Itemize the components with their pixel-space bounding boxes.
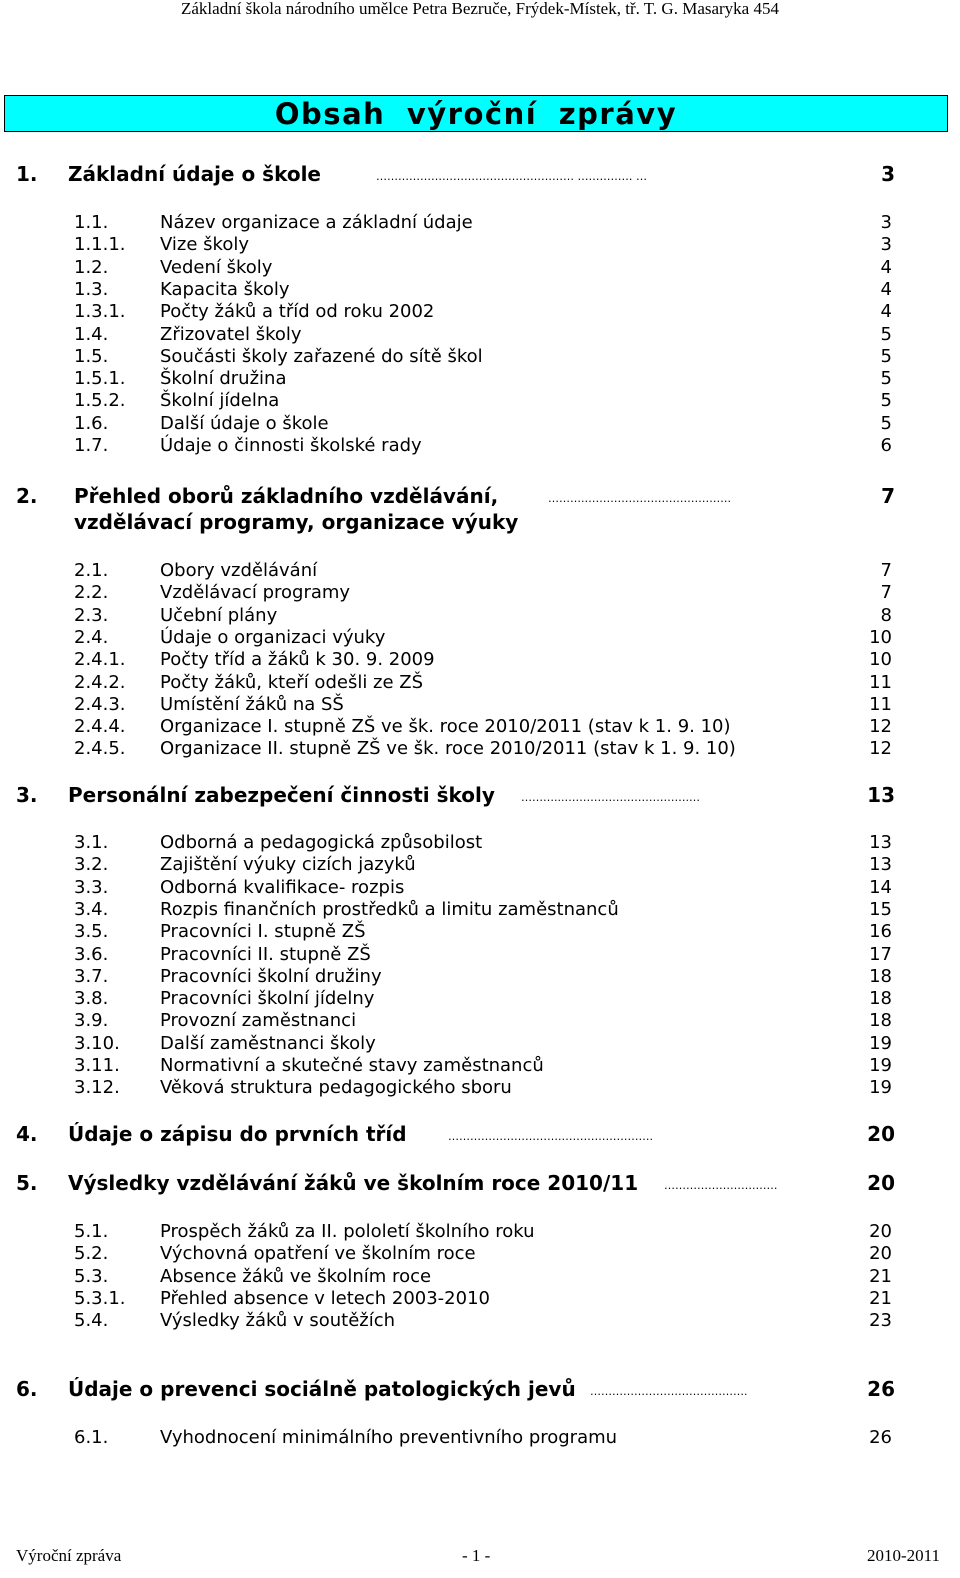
subsection-number: 1.3.: [74, 279, 109, 300]
subsection-page-number: 20: [869, 1221, 892, 1242]
subsection-title: Počty žáků, kteří odešli ze ZŠ: [160, 672, 424, 693]
subsection-title: Odborná kvalifikace- rozpis: [160, 877, 405, 898]
section-leader-dots: ………………………….…………………….: [448, 1130, 653, 1143]
subsection-title: Pracovníci školní družiny: [160, 966, 382, 987]
subsection-page-number: 18: [869, 988, 892, 1009]
subsection-page-number: 18: [869, 1010, 892, 1031]
subsection-number: 2.4.5.: [74, 738, 126, 759]
section-leader-dots: …………………………………….: [590, 1385, 748, 1398]
section-number: 6.: [16, 1377, 38, 1401]
footer-right: 2010-2011: [866, 1546, 940, 1565]
subsection-number: 1.2.: [74, 257, 109, 278]
subsection-number: 2.4.: [74, 627, 109, 648]
subsection-number: 3.2.: [74, 854, 109, 875]
subsection-title: Odborná a pedagogická způsobilost: [160, 832, 483, 853]
subsection-title: Umístění žáků na SŠ: [160, 694, 344, 715]
subsection-title: Pracovníci školní jídelny: [160, 988, 375, 1009]
subsection-number: 6.1.: [74, 1427, 109, 1448]
subsection-number: 5.3.1.: [74, 1288, 126, 1309]
section-title: Údaje o zápisu do prvních tříd: [68, 1122, 407, 1146]
subsection-page-number: 14: [869, 877, 892, 898]
subsection-page-number: 3: [880, 212, 892, 233]
subsection-title: Údaje o organizaci výuky: [160, 627, 386, 648]
section-title-continued: vzdělávací programy, organizace výuky: [74, 510, 519, 534]
subsection-title: Kapacita školy: [160, 279, 290, 300]
subsection-page-number: 4: [880, 257, 892, 278]
subsection-number: 5.3.: [74, 1266, 109, 1287]
subsection-title: Počty tříd a žáků k 30. 9. 2009: [160, 649, 435, 670]
subsection-number: 3.6.: [74, 944, 109, 965]
subsection-page-number: 23: [869, 1310, 892, 1331]
footer-left: Výroční zpráva: [16, 1546, 122, 1565]
subsection-page-number: 18: [869, 966, 892, 987]
subsection-title: Vedení školy: [160, 257, 273, 278]
section-page-number: 13: [867, 783, 895, 807]
subsection-page-number: 5: [880, 324, 892, 345]
subsection-page-number: 4: [880, 279, 892, 300]
subsection-page-number: 12: [869, 716, 892, 737]
subsection-title: Organizace II. stupně ZŠ ve šk. roce 2010/2011 (stav k 1. 9. 10): [160, 738, 736, 759]
subsection-number: 2.2.: [74, 582, 109, 603]
page-header: Základní škola národního umělce Petra Bezruče, Frýdek-Místek, tř. T. G. Masaryka 454: [181, 0, 779, 18]
section-number: 1.: [16, 162, 38, 186]
subsection-title: Další zaměstnanci školy: [160, 1033, 376, 1054]
section-page-number: 26: [867, 1377, 895, 1401]
subsection-page-number: 12: [869, 738, 892, 759]
section-title: Základní údaje o škole: [68, 162, 321, 186]
subsection-number: 3.3.: [74, 877, 109, 898]
subsection-page-number: 19: [869, 1077, 892, 1098]
subsection-number: 1.3.1.: [74, 301, 126, 322]
subsection-title: Provozní zaměstnanci: [160, 1010, 357, 1031]
subsection-number: 1.5.2.: [74, 390, 126, 411]
subsection-title: Organizace I. stupně ZŠ ve šk. roce 2010/2011 (stav k 1. 9. 10): [160, 716, 731, 737]
subsection-page-number: 11: [869, 694, 892, 715]
subsection-number: 1.4.: [74, 324, 109, 345]
subsection-title: Pracovníci I. stupně ZŠ: [160, 921, 366, 942]
subsection-number: 3.9.: [74, 1010, 109, 1031]
subsection-title: Součásti školy zařazené do sítě škol: [160, 346, 483, 367]
subsection-number: 3.5.: [74, 921, 109, 942]
toc-title: Obsah výroční zprávy: [274, 96, 678, 131]
section-number: 3.: [16, 783, 38, 807]
subsection-title: Obory vzdělávání: [160, 560, 318, 581]
subsection-number: 2.1.: [74, 560, 109, 581]
section-page-number: 20: [867, 1122, 895, 1146]
subsection-title: Výchovná opatření ve školním roce: [160, 1243, 476, 1264]
subsection-number: 3.12.: [74, 1077, 120, 1098]
subsection-page-number: 11: [869, 672, 892, 693]
subsection-page-number: 15: [869, 899, 892, 920]
subsection-title: Absence žáků ve školním roce: [160, 1266, 432, 1287]
subsection-number: 2.4.1.: [74, 649, 126, 670]
subsection-title: Školní družina: [160, 368, 287, 389]
subsection-number: 2.4.2.: [74, 672, 126, 693]
subsection-number: 1.5.1.: [74, 368, 126, 389]
subsection-page-number: 7: [880, 582, 892, 603]
subsection-number: 3.8.: [74, 988, 109, 1009]
subsection-title: Věková struktura pedagogického sboru: [160, 1077, 512, 1098]
subsection-number: 1.1.: [74, 212, 109, 233]
subsection-page-number: 5: [880, 390, 892, 411]
section-leader-dots: ……….………………………………….: [548, 492, 731, 505]
subsection-page-number: 26: [869, 1427, 892, 1448]
subsection-page-number: 7: [880, 560, 892, 581]
section-number: 4.: [16, 1122, 38, 1146]
subsection-title: Přehled absence v letech 2003-2010: [160, 1288, 490, 1309]
subsection-page-number: 21: [869, 1266, 892, 1287]
subsection-title: Počty žáků a tříd od roku 2002: [160, 301, 435, 322]
subsection-number: 3.11.: [74, 1055, 120, 1076]
subsection-title: Vzdělávací programy: [160, 582, 351, 603]
subsection-title: Vyhodnocení minimálního preventivního programu: [160, 1427, 618, 1448]
subsection-number: 3.10.: [74, 1033, 120, 1054]
subsection-page-number: 6: [880, 435, 892, 456]
subsection-title: Další údaje o škole: [160, 413, 329, 434]
subsection-number: 5.1.: [74, 1221, 109, 1242]
subsection-page-number: 21: [869, 1288, 892, 1309]
subsection-title: Prospěch žáků za II. pololetí školního roku: [160, 1221, 535, 1242]
subsection-page-number: 4: [880, 301, 892, 322]
subsection-title: Školní jídelna: [160, 390, 280, 411]
subsection-number: 5.4.: [74, 1310, 109, 1331]
section-title: Výsledky vzdělávání žáků ve školním roce 2010/11: [68, 1171, 639, 1195]
subsection-title: Normativní a skutečné stavy zaměstnanců: [160, 1055, 544, 1076]
subsection-number: 2.4.4.: [74, 716, 126, 737]
subsection-title: Vize školy: [160, 234, 249, 255]
subsection-title: Pracovníci II. stupně ZŠ: [160, 944, 371, 965]
footer-page-number: - 1 -: [462, 1546, 491, 1565]
section-number: 5.: [16, 1171, 38, 1195]
subsection-number: 3.7.: [74, 966, 109, 987]
subsection-page-number: 17: [869, 944, 892, 965]
subsection-page-number: 8: [880, 605, 892, 626]
subsection-number: 3.4.: [74, 899, 109, 920]
subsection-page-number: 20: [869, 1243, 892, 1264]
section-title: Údaje o prevenci sociálně patologických jevů: [68, 1377, 576, 1401]
subsection-page-number: 13: [869, 832, 892, 853]
subsection-title: Údaje o činnosti školské rady: [160, 435, 422, 456]
subsection-page-number: 10: [869, 627, 892, 648]
subsection-page-number: 10: [869, 649, 892, 670]
subsection-page-number: 16: [869, 921, 892, 942]
subsection-title: Rozpis finančních prostředků a limitu zaměstnanců: [160, 899, 619, 920]
section-page-number: 7: [881, 484, 895, 508]
section-leader-dots: …………………….……: [664, 1179, 778, 1192]
section-leader-dots: ……………………………………………… …………… …: [376, 170, 647, 183]
subsection-page-number: 19: [869, 1033, 892, 1054]
subsection-title: Zajištění výuky cizích jazyků: [160, 854, 416, 875]
section-leader-dots: ………...…………………………….…: [521, 791, 700, 804]
subsection-number: 3.1.: [74, 832, 109, 853]
subsection-page-number: 5: [880, 346, 892, 367]
section-title: Přehled oborů základního vzdělávání,: [74, 484, 499, 508]
subsection-number: 2.4.3.: [74, 694, 126, 715]
subsection-title: Učební plány: [160, 605, 278, 626]
subsection-number: 1.6.: [74, 413, 109, 434]
section-page-number: 3: [881, 162, 895, 186]
subsection-number: 5.2.: [74, 1243, 109, 1264]
subsection-title: Název organizace a základní údaje: [160, 212, 473, 233]
subsection-page-number: 13: [869, 854, 892, 875]
subsection-number: 1.5.: [74, 346, 109, 367]
section-number: 2.: [16, 484, 38, 508]
subsection-title: Zřizovatel školy: [160, 324, 302, 345]
subsection-number: 2.3.: [74, 605, 109, 626]
subsection-page-number: 19: [869, 1055, 892, 1076]
subsection-page-number: 3: [880, 234, 892, 255]
subsection-number: 1.7.: [74, 435, 109, 456]
subsection-page-number: 5: [880, 368, 892, 389]
subsection-title: Výsledky žáků v soutěžích: [160, 1310, 396, 1331]
section-page-number: 20: [867, 1171, 895, 1195]
subsection-number: 1.1.1.: [74, 234, 126, 255]
toc-title-box: [4, 95, 948, 132]
subsection-page-number: 5: [880, 413, 892, 434]
section-title: Personální zabezpečení činnosti školy: [68, 783, 495, 807]
